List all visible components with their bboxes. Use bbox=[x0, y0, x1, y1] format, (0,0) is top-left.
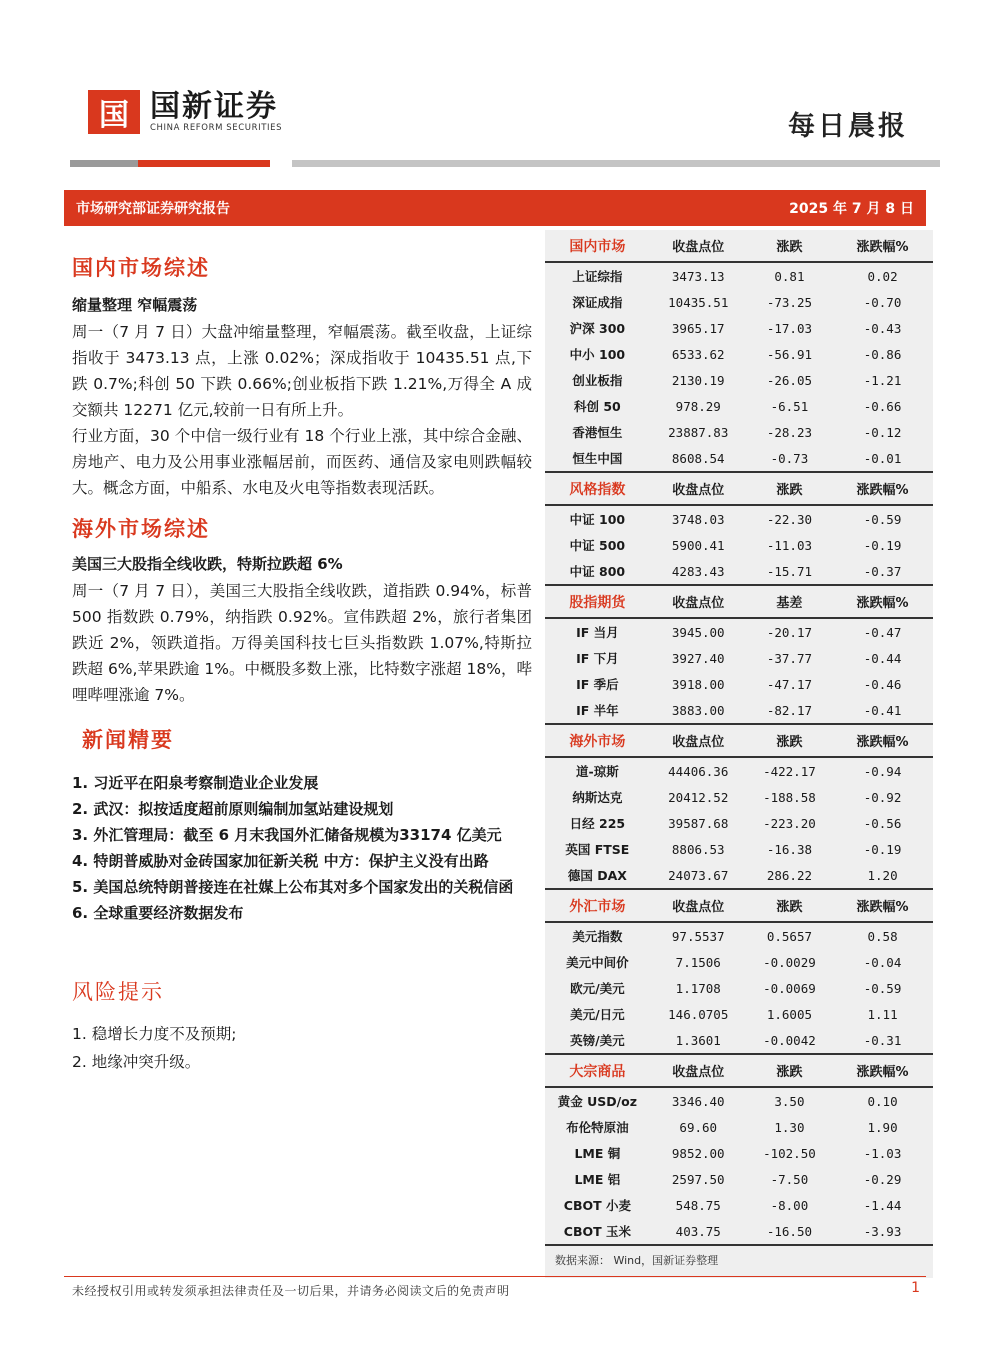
table-cell: 24073.67 bbox=[650, 862, 747, 889]
department-label: 市场研究部证券研究报告 bbox=[76, 201, 230, 217]
table-cell: -6.51 bbox=[770, 398, 809, 414]
section-label: 风格指数 bbox=[545, 472, 650, 505]
page-number: 1 bbox=[911, 1280, 920, 1296]
market-data-panel bbox=[545, 230, 933, 1278]
table-cell: 0.81 bbox=[774, 268, 805, 284]
table-cell: 0.10 bbox=[867, 1093, 898, 1109]
instrument-name: IF 季后 bbox=[576, 677, 619, 692]
table-cell: 9852.00 bbox=[671, 1145, 725, 1161]
table-cell: -0.0069 bbox=[763, 980, 816, 996]
column-header: 涨跌幅% bbox=[832, 1054, 933, 1087]
table-cell: 1.3601 bbox=[650, 1027, 747, 1054]
overseas-paragraph-1: 周一（7 月 7 日），美国三大股指全线收跌，道指跌 0.94%，标普 500 指数跌 0.79%，纳指跌 0.92%。宣伟跌超 2%，旅行者集团跌近 2%，领跌道指。万得美国科技七巨头指数跌 1.07%,特斯拉跌超 6%,苹果跌逾 1%。中概股多数上涨，比特数字涨超 18%，哔哩哔哩涨逾 7%。 bbox=[72, 582, 532, 704]
header-rule-gray bbox=[70, 160, 138, 167]
overseas-title: 海外市场综述 bbox=[72, 516, 210, 541]
table-row bbox=[545, 975, 933, 1001]
instrument-name: IF 半年 bbox=[545, 697, 650, 724]
table-cell: -1.44 bbox=[863, 1197, 902, 1213]
table-cell: 3918.00 bbox=[671, 676, 725, 692]
table-cell: 3927.40 bbox=[671, 650, 725, 666]
table-cell: -22.30 bbox=[766, 511, 812, 527]
table-cell: 4283.43 bbox=[650, 558, 747, 585]
instrument-name: 日经 225 bbox=[569, 816, 626, 831]
table-row bbox=[545, 532, 933, 558]
table-row bbox=[545, 445, 933, 472]
table-cell: 0.02 bbox=[867, 268, 898, 284]
instrument-name: 美元中间价 bbox=[566, 955, 629, 970]
table-cell: -28.23 bbox=[766, 424, 812, 440]
column-header: 涨跌幅% bbox=[832, 585, 933, 618]
table-cell: 8608.54 bbox=[650, 445, 747, 472]
table-row bbox=[545, 1166, 933, 1192]
table-cell: -102.50 bbox=[763, 1145, 816, 1161]
table-cell: -20.17 bbox=[766, 624, 812, 640]
table-row bbox=[545, 558, 933, 585]
table-cell: -0.59 bbox=[863, 511, 902, 527]
domestic-section bbox=[72, 252, 532, 501]
table-cell: -188.58 bbox=[763, 789, 816, 805]
document-type: 每日晨报 bbox=[788, 111, 908, 142]
table-row bbox=[545, 262, 933, 289]
table-row bbox=[545, 697, 933, 724]
table-cell: 1.6005 bbox=[766, 1006, 812, 1022]
table-cell: -3.93 bbox=[832, 1218, 933, 1245]
table-cell: -0.47 bbox=[863, 624, 902, 640]
table-cell: 23887.83 bbox=[668, 424, 729, 440]
table-row bbox=[545, 810, 933, 836]
table-cell: -56.91 bbox=[766, 346, 812, 362]
table-cell: 146.0705 bbox=[668, 1006, 729, 1022]
table-cell: 44406.36 bbox=[668, 763, 729, 779]
instrument-name: 布伦特原油 bbox=[566, 1120, 629, 1135]
domestic-paragraph-2: 行业方面，30 个中信一级行业有 18 个行业上涨，其中综合金融、房地产、电力及公用事业涨幅居前，而医药、通信及家电则跌幅较大。概念方面，中船系、水电及火电等指数表现活跃。 bbox=[72, 427, 532, 497]
footer-disclaimer: 未经授权引用或转发须承担法律责任及一切后果，并请务必阅读文后的免责声明 bbox=[72, 1284, 510, 1298]
table-cell: -0.41 bbox=[832, 697, 933, 724]
table-cell: -17.03 bbox=[766, 320, 812, 336]
table-cell: -82.17 bbox=[747, 697, 832, 724]
column-header: 基差 bbox=[747, 585, 832, 618]
risk-item: 2. 地缘冲突升级。 bbox=[72, 1053, 201, 1071]
instrument-name: IF 当月 bbox=[576, 625, 619, 640]
table-cell: 2130.19 bbox=[671, 372, 725, 388]
section-label: 外汇市场 bbox=[545, 889, 650, 922]
table-row bbox=[545, 505, 933, 532]
table-row bbox=[545, 1140, 933, 1166]
instrument-name: 科创 50 bbox=[574, 399, 621, 414]
instrument-name: 中小 100 bbox=[569, 347, 626, 362]
table-cell: -0.19 bbox=[863, 841, 902, 857]
news-item: 6. 全球重要经济数据发布 bbox=[72, 904, 244, 922]
section-label: 大宗商品 bbox=[545, 1054, 650, 1087]
column-header: 收盘点位 bbox=[650, 230, 747, 262]
table-row bbox=[545, 315, 933, 341]
risk-section bbox=[72, 976, 532, 1076]
table-row bbox=[545, 836, 933, 862]
instrument-name: 上证综指 bbox=[572, 269, 623, 284]
instrument-name: 欧元/美元 bbox=[570, 981, 625, 996]
report-banner bbox=[64, 190, 926, 226]
section-label: 股指期货 bbox=[545, 585, 650, 618]
table-cell: -26.05 bbox=[766, 372, 812, 388]
instrument-name: 中证 500 bbox=[569, 538, 626, 553]
column-header: 收盘点位 bbox=[650, 585, 747, 618]
instrument-name: CBOT 小麦 bbox=[563, 1198, 631, 1213]
section-label: 国内市场 bbox=[545, 230, 650, 262]
instrument-name: 英国 FTSE bbox=[565, 842, 630, 857]
logo-mark: 国 bbox=[88, 90, 140, 134]
table-cell: -223.20 bbox=[763, 815, 816, 831]
table-cell: -0.43 bbox=[863, 320, 902, 336]
column-header: 涨跌 bbox=[747, 230, 832, 262]
table-cell: -11.03 bbox=[766, 537, 812, 553]
table-cell: -37.77 bbox=[766, 650, 812, 666]
table-cell: -0.92 bbox=[863, 789, 902, 805]
table-row bbox=[545, 1114, 933, 1140]
table-cell: 2597.50 bbox=[671, 1171, 725, 1187]
column-header: 涨跌幅% bbox=[832, 889, 933, 922]
table-cell: -0.56 bbox=[863, 815, 902, 831]
overseas-subtitle: 美国三大股指全线收跌，特斯拉跌超 6% bbox=[72, 555, 343, 573]
instrument-name: 美元指数 bbox=[572, 929, 623, 944]
instrument-name: CBOT 玉米 bbox=[545, 1218, 650, 1245]
column-header: 收盘点位 bbox=[650, 1054, 747, 1087]
table-cell: 10435.51 bbox=[668, 294, 729, 310]
table-cell: -0.59 bbox=[863, 980, 902, 996]
table-cell: 3965.17 bbox=[671, 320, 725, 336]
table-cell: -0.12 bbox=[863, 424, 902, 440]
table-cell: 3473.13 bbox=[671, 268, 725, 284]
table-cell: -0.29 bbox=[863, 1171, 902, 1187]
table-cell: 3883.00 bbox=[650, 697, 747, 724]
instrument-name: LME 铜 bbox=[574, 1146, 621, 1161]
table-cell: -15.71 bbox=[747, 558, 832, 585]
instrument-name: 香港恒生 bbox=[572, 425, 623, 440]
column-header: 涨跌幅% bbox=[832, 230, 933, 262]
table-cell: -1.21 bbox=[863, 372, 902, 388]
table-cell: 1.20 bbox=[832, 862, 933, 889]
table-row bbox=[545, 949, 933, 975]
table-row bbox=[545, 1027, 933, 1054]
instrument-name: 美元/日元 bbox=[570, 1007, 625, 1022]
instrument-name: 创业板指 bbox=[572, 373, 623, 388]
table-cell: 5900.41 bbox=[671, 537, 725, 553]
brand-name-en: CHINA REFORM SECURITIES bbox=[150, 123, 283, 133]
domestic-title: 国内市场综述 bbox=[72, 255, 210, 280]
table-cell: 3748.03 bbox=[671, 511, 725, 527]
table-cell: 0.5657 bbox=[766, 928, 812, 944]
brand-name-cn: 国新证券 bbox=[150, 89, 278, 124]
table-row bbox=[545, 862, 933, 889]
table-row bbox=[545, 1192, 933, 1218]
table-cell: 20412.52 bbox=[668, 789, 729, 805]
news-title: 新闻精要 bbox=[82, 727, 174, 752]
overseas-section bbox=[72, 513, 532, 708]
table-cell: 1.30 bbox=[774, 1119, 805, 1135]
table-section-header bbox=[545, 230, 933, 262]
table-cell: 3346.40 bbox=[671, 1093, 725, 1109]
table-cell: -0.66 bbox=[863, 398, 902, 414]
news-item: 3. 外汇管理局：截至 6 月末我国外汇储备规模为33174 亿美元 bbox=[72, 826, 502, 844]
column-header: 涨跌幅% bbox=[832, 724, 933, 757]
table-row bbox=[545, 618, 933, 645]
table-cell: 3.50 bbox=[774, 1093, 805, 1109]
table-cell: 1.11 bbox=[867, 1006, 898, 1022]
table-cell: -1.03 bbox=[863, 1145, 902, 1161]
table-cell: -0.37 bbox=[832, 558, 933, 585]
table-cell: -0.0042 bbox=[747, 1027, 832, 1054]
instrument-name: 纳斯达克 bbox=[572, 790, 623, 805]
table-row bbox=[545, 367, 933, 393]
domestic-paragraph-1: 周一（7 月 7 日）大盘冲缩量整理，窄幅震荡。截至收盘，上证综指收于 3473.13 点，上涨 0.02%；深成指收于 10435.51 点,下跌 0.7%;科创 50 下跌 0.66%;创业板指下跌 1.21%,万得全 A 成交额共 12271 亿元,较前一日有所上升。 bbox=[72, 323, 532, 419]
table-cell: 286.22 bbox=[747, 862, 832, 889]
section-label: 海外市场 bbox=[545, 724, 650, 757]
risk-list bbox=[72, 1020, 532, 1076]
column-header: 涨跌 bbox=[747, 1054, 832, 1087]
report-date: 2025 年 7 月 8 日 bbox=[789, 201, 914, 217]
table-cell: -0.73 bbox=[747, 445, 832, 472]
table-cell: 69.60 bbox=[679, 1119, 718, 1135]
table-cell: 6533.62 bbox=[671, 346, 725, 362]
column-header: 收盘点位 bbox=[650, 724, 747, 757]
news-item: 1. 习近平在阳泉考察制造业企业发展 bbox=[72, 774, 319, 792]
instrument-name: IF 下月 bbox=[576, 651, 619, 666]
table-cell: -0.04 bbox=[863, 954, 902, 970]
risk-title: 风险提示 bbox=[72, 980, 164, 1004]
table-cell: -0.0029 bbox=[763, 954, 816, 970]
table-section-header bbox=[545, 889, 933, 922]
table-cell: -16.50 bbox=[747, 1218, 832, 1245]
table-row bbox=[545, 922, 933, 949]
table-cell: 3945.00 bbox=[671, 624, 725, 640]
instrument-name: 德国 DAX bbox=[545, 862, 650, 889]
table-cell: -0.31 bbox=[832, 1027, 933, 1054]
column-header: 涨跌 bbox=[747, 724, 832, 757]
table-cell: 403.75 bbox=[650, 1218, 747, 1245]
instrument-name: 沪深 300 bbox=[569, 321, 626, 336]
left-column bbox=[72, 252, 532, 1076]
table-cell: -8.00 bbox=[770, 1197, 809, 1213]
data-source-note: 数据来源： Wind，国新证券整理 bbox=[555, 1254, 719, 1267]
news-section bbox=[72, 724, 532, 926]
table-row bbox=[545, 341, 933, 367]
table-cell: 39587.68 bbox=[668, 815, 729, 831]
table-row bbox=[545, 419, 933, 445]
instrument-name: 英镑/美元 bbox=[545, 1027, 650, 1054]
instrument-name: 黄金 USD/oz bbox=[557, 1094, 638, 1109]
market-table bbox=[545, 230, 933, 1246]
domestic-subtitle: 缩量整理 窄幅震荡 bbox=[72, 296, 198, 314]
table-cell: 978.29 bbox=[675, 398, 721, 414]
table-row bbox=[545, 1087, 933, 1114]
instrument-name: 恒生中国 bbox=[545, 445, 650, 472]
table-section-header bbox=[545, 585, 933, 618]
table-section-header bbox=[545, 724, 933, 757]
table-cell: -47.17 bbox=[766, 676, 812, 692]
header-rule-light bbox=[292, 160, 940, 167]
table-section-header bbox=[545, 1054, 933, 1087]
table-row bbox=[545, 784, 933, 810]
instrument-name: LME 铝 bbox=[574, 1172, 621, 1187]
table-cell: -422.17 bbox=[763, 763, 816, 779]
table-cell: -0.01 bbox=[832, 445, 933, 472]
table-row bbox=[545, 757, 933, 784]
table-cell: -0.44 bbox=[863, 650, 902, 666]
news-list bbox=[72, 770, 532, 926]
table-cell: -0.86 bbox=[863, 346, 902, 362]
risk-item: 1. 稳增长力度不及预期; bbox=[72, 1025, 237, 1043]
table-row bbox=[545, 671, 933, 697]
instrument-name: 道-琼斯 bbox=[576, 764, 619, 779]
column-header: 收盘点位 bbox=[650, 472, 747, 505]
column-header: 涨跌 bbox=[747, 472, 832, 505]
table-cell: 0.58 bbox=[867, 928, 898, 944]
instrument-name: 中证 800 bbox=[545, 558, 650, 585]
table-cell: 97.5537 bbox=[671, 928, 725, 944]
table-cell: -0.70 bbox=[863, 294, 902, 310]
table-cell: -0.19 bbox=[863, 537, 902, 553]
instrument-name: 深证成指 bbox=[572, 295, 623, 310]
news-item: 4. 特朗普威胁对金砖国家加征新关税 中方：保护主义没有出路 bbox=[72, 852, 489, 870]
column-header: 涨跌 bbox=[747, 889, 832, 922]
table-cell: 548.75 bbox=[675, 1197, 721, 1213]
table-cell: 7.1506 bbox=[675, 954, 721, 970]
footer-rule bbox=[64, 1276, 926, 1277]
brand-logo bbox=[88, 90, 282, 134]
table-row bbox=[545, 393, 933, 419]
column-header: 涨跌幅% bbox=[832, 472, 933, 505]
table-cell: -16.38 bbox=[766, 841, 812, 857]
table-cell: -7.50 bbox=[770, 1171, 809, 1187]
table-cell: -0.46 bbox=[863, 676, 902, 692]
header-rule-red bbox=[138, 160, 270, 167]
table-row bbox=[545, 645, 933, 671]
table-cell: 1.90 bbox=[867, 1119, 898, 1135]
table-cell: -73.25 bbox=[766, 294, 812, 310]
news-item: 5. 美国总统特朗普接连在社媒上公布其对多个国家发出的关税信函 bbox=[72, 878, 514, 896]
column-header: 收盘点位 bbox=[650, 889, 747, 922]
table-row bbox=[545, 1001, 933, 1027]
table-section-header bbox=[545, 472, 933, 505]
news-item: 2. 武汉：拟按适度超前原则编制加氢站建设规划 bbox=[72, 800, 394, 818]
table-cell: 1.1708 bbox=[675, 980, 721, 996]
instrument-name: 中证 100 bbox=[569, 512, 626, 527]
table-cell: -0.94 bbox=[863, 763, 902, 779]
table-row bbox=[545, 1218, 933, 1245]
table-cell: 8806.53 bbox=[671, 841, 725, 857]
table-row bbox=[545, 289, 933, 315]
